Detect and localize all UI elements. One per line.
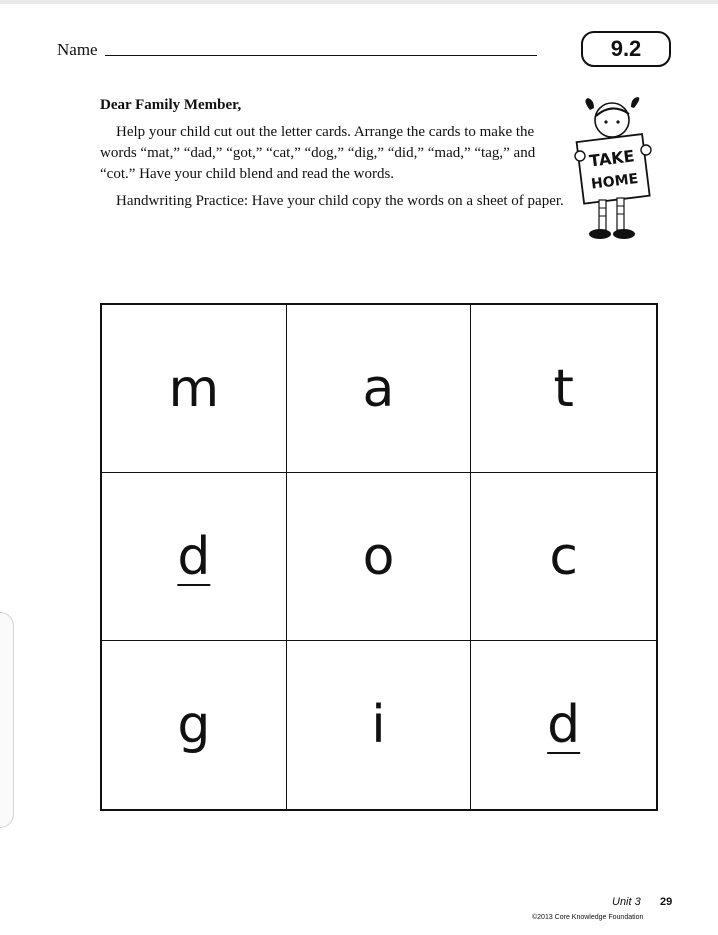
letter-card[interactable] (287, 473, 472, 641)
card-letter: d (177, 526, 211, 587)
letter-card[interactable] (471, 305, 656, 473)
take-home-line-2: HOME (590, 170, 640, 193)
letter-card[interactable] (102, 641, 287, 809)
card-letter: i (371, 695, 386, 755)
card-letter: o (362, 526, 395, 587)
name-label: Name (57, 40, 98, 59)
letter-card[interactable] (102, 473, 287, 641)
letter-card-grid (100, 303, 658, 811)
card-letter: g (177, 695, 211, 755)
footer-unit: Unit 3 (612, 896, 641, 908)
letter-card[interactable] (471, 473, 656, 641)
take-home-line-1: TAKE (588, 146, 636, 171)
page-number: 29 (660, 896, 673, 908)
lesson-badge: 9.2 (581, 31, 671, 67)
name-line (105, 55, 537, 56)
letter-card[interactable] (287, 641, 472, 809)
letter-card[interactable] (471, 641, 656, 809)
letter-salutation: Dear Family Member, (100, 97, 242, 113)
letter-paragraph-2: Handwriting Practice: Have your child copy the words on a sheet of paper. (116, 193, 564, 209)
name-row (57, 40, 547, 64)
page-top-edge (0, 0, 718, 4)
card-letter: d (547, 695, 581, 755)
letter-card[interactable] (287, 305, 472, 473)
card-letter: t (553, 358, 574, 419)
take-home-illustration (572, 96, 654, 246)
card-letter: a (362, 358, 395, 419)
family-letter (100, 95, 570, 218)
card-letter: m (168, 358, 220, 419)
card-letter: c (549, 526, 578, 587)
side-tab (0, 612, 14, 828)
copyright-notice: ©2013 Core Knowledge Foundation (532, 914, 644, 921)
letter-paragraph-1: Help your child cut out the letter cards. Arrange the cards to make the words “mat,” “dad,” “got,” “cat,” “dog,” “dig,” “did,” “mad,” “tag,” and “cot.” Have your child blend and read the words. (100, 124, 536, 182)
letter-card[interactable] (102, 305, 287, 473)
